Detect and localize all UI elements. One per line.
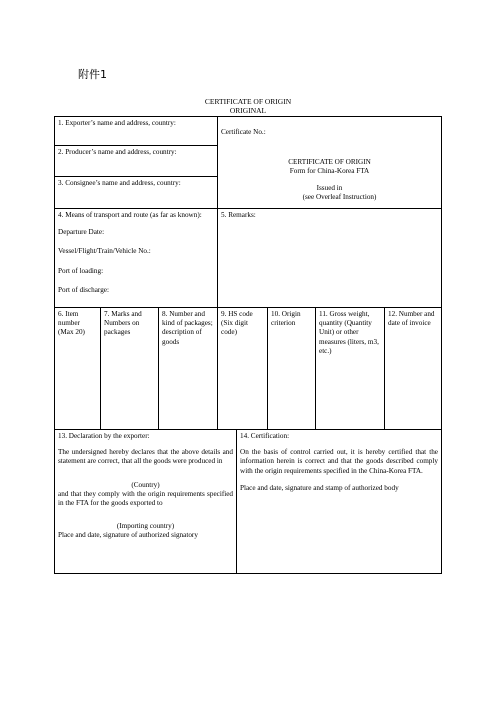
certification-title: 14. Certification: (240, 432, 290, 440)
exporter-label: 1. Exporter’s name and address, country: (58, 119, 176, 127)
item-number-column (54, 307, 101, 430)
hs-code-column (217, 307, 268, 430)
port-of-discharge-label: Port of discharge: (58, 285, 109, 294)
producer-box (54, 145, 218, 177)
certificate-no-label: Certificate No.: (221, 128, 266, 136)
transport-box (54, 208, 218, 308)
overleaf-instruction: (see Overleaf Instruction) (302, 192, 377, 201)
departure-date-label: Departure Date: (58, 228, 105, 237)
attachment-label: 附件1 (78, 68, 107, 81)
signatory-label: Place and date, signature of authorized signatory (58, 531, 198, 540)
invoice-column (384, 307, 442, 430)
transport-title: 4. Means of transport and route (as far as known): (58, 211, 202, 219)
origin-criterion-column (267, 307, 316, 430)
gross-weight-column (315, 307, 385, 430)
certificate-title: CERTIFICATE OF ORIGIN (288, 158, 371, 167)
origin-criterion-header: 10. Origin criterion (271, 310, 301, 328)
marks-header: 7. Marks and Numbers on packages (104, 310, 142, 337)
certificate-header-box (217, 116, 442, 209)
consignee-label: 3. Consignee’s name and address, country: (58, 179, 181, 187)
form-label: Form for China-Korea FTA (289, 167, 370, 176)
issued-in-label: Issued in (316, 183, 343, 192)
importing-country-placeholder: (Importing country) (116, 522, 175, 531)
item-number-header: 6. Item number (Max 20) (58, 310, 85, 337)
invoice-header: 12. Number and date of invoice (388, 310, 435, 328)
consignee-box (54, 176, 218, 209)
certification-box (236, 429, 442, 574)
certification-text: On the basis of control carried out, it is hereby certified that the information herein is correct and that the goods described comply with the origin requirements specified in the China-Korea FTA. (240, 448, 438, 475)
gross-weight-header: 11. Gross weight, quantity (Quantity Unit) or other measures (liters, m3, etc.) (319, 310, 379, 355)
packages-column (158, 307, 218, 430)
marks-column (100, 307, 159, 430)
exporter-box (54, 116, 218, 146)
declaration-text-2: and that they comply with the origin requirements specified in the FTA for the goods exported to (58, 489, 233, 508)
packages-header: 8. Number and kind of packages; description of goods (162, 310, 213, 346)
remarks-label: 5. Remarks: (221, 211, 256, 219)
vessel-label: Vessel/Flight/Train/Vehicle No.: (58, 247, 151, 256)
authorized-body-label: Place and date, signature and stamp of authorized body (240, 483, 399, 492)
declaration-title: 13. Declaration by the exporter: (58, 432, 150, 440)
hs-code-header: 9. HS code (Six digit code) (221, 310, 253, 337)
document-subtitle: ORIGINAL (229, 106, 267, 115)
port-of-loading-label: Port of loading: (58, 266, 104, 275)
declaration-text: The undersigned hereby declares that the above details and statement are correct, that all the goods were produced in (58, 448, 233, 466)
document-title: CERTIFICATE OF ORIGIN (204, 97, 292, 106)
remarks-box (217, 208, 442, 308)
country-placeholder: (Country) (131, 480, 160, 489)
producer-label: 2. Producer’s name and address, country: (58, 148, 177, 156)
declaration-box (54, 429, 237, 574)
